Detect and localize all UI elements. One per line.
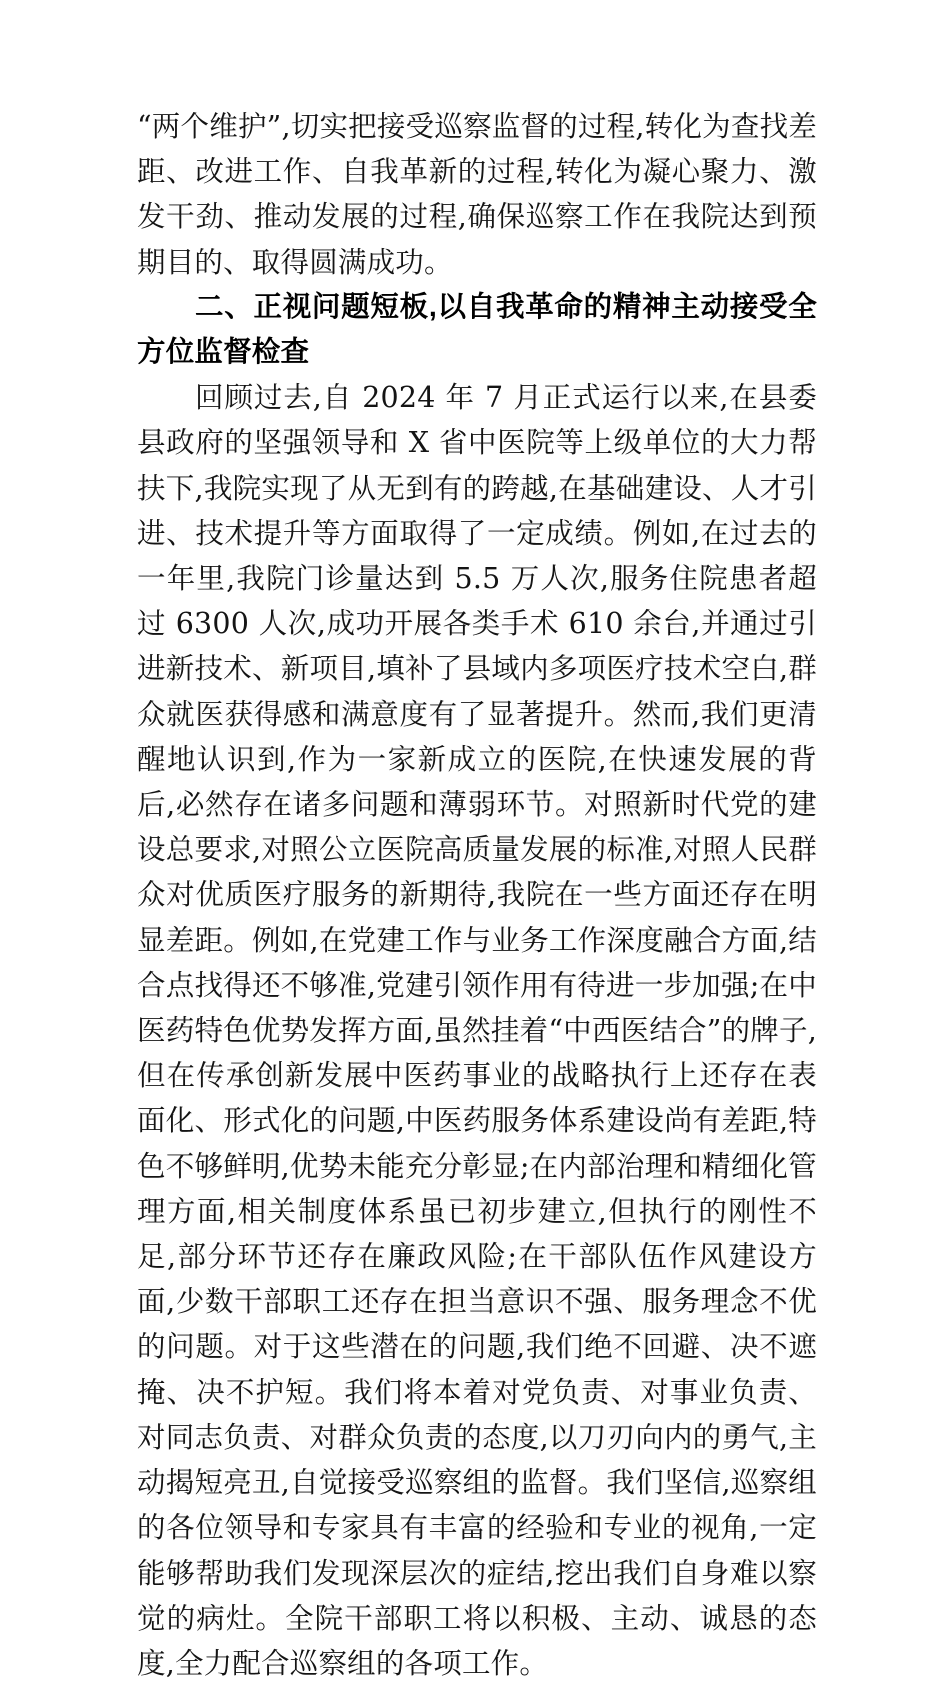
paragraph-body-review: 回顾过去,自 2024 年 7 月正式运行以来,在县委县政府的坚强领导和 X 省中医院等上级单位的大力帮扶下,我院实现了从无到有的跨越,在基础建设、人才引进、技术提升等方面取得了一定成绩。例如,在过去的一年里,我院门诊量达到 5.5 万人次,服务住院患者超过 6300 人次,成功开展各类手术 610 余台,并通过引进新技术、新项目,填补了县域内多项医疗技术空白,群众就医获得感和满意度有了显著提升。然而,我们更清醒地认识到,作为一家新成立的医院,在快速发展的背后,必然存在诸多问题和薄弱环节。对照新时代党的建设总要求,对照公立医院高质量发展的标准,对照人民群众对优质医疗服务的新期待,我院在一些方面还存在明显差距。例如,在党建工作与业务工作深度融合方面,结合点找得还不够准,党建引领作用有待进一步加强;在中医药特色优势发挥方面,虽然挂着“中西医结合”的牌子,但在传承创新发展中医药事业的战略执行上还存在表面化、形式化的问题,中医药服务体系建设尚有差距,特色不够鲜明,优势未能充分彰显;在内部治理和精细化管理方面,相关制度体系虽已初步建立,但执行的刚性不足,部分环节还存在廉政风险;在干部队伍作风建设方面,少数干部职工还存在担当意识不强、服务理念不优的问题。对于这些潜在的问题,我们绝不回避、决不遮掩、决不护短。我们将本着对党负责、对事业负责、对同志负责、对群众负责的态度,以刀刃向内的勇气,主动揭短亮丑,自觉接受巡察组的监督。我们坚信,巡察组的各位领导和专家具有丰富的经验和专业的视角,一定能够帮助我们发现深层次的症结,挖出我们自身难以察觉的病灶。全院干部职工将以积极、主动、诚恳的态度,全力配合巡察组的各项工作。 [137, 381, 817, 1680]
section-heading-two: 二、正视问题短板,以自我革命的精神主动接受全方位监督检查 [137, 290, 817, 369]
paragraph-continuation: “两个维护”,切实把接受巡察监督的过程,转化为查找差距、改进工作、自我革新的过程,转化为凝心聚力、激发干劲、推动发展的过程,确保巡察工作在我院达到预期目的、取得圆满成功。 [137, 110, 817, 279]
page-content-area [137, 104, 817, 1686]
